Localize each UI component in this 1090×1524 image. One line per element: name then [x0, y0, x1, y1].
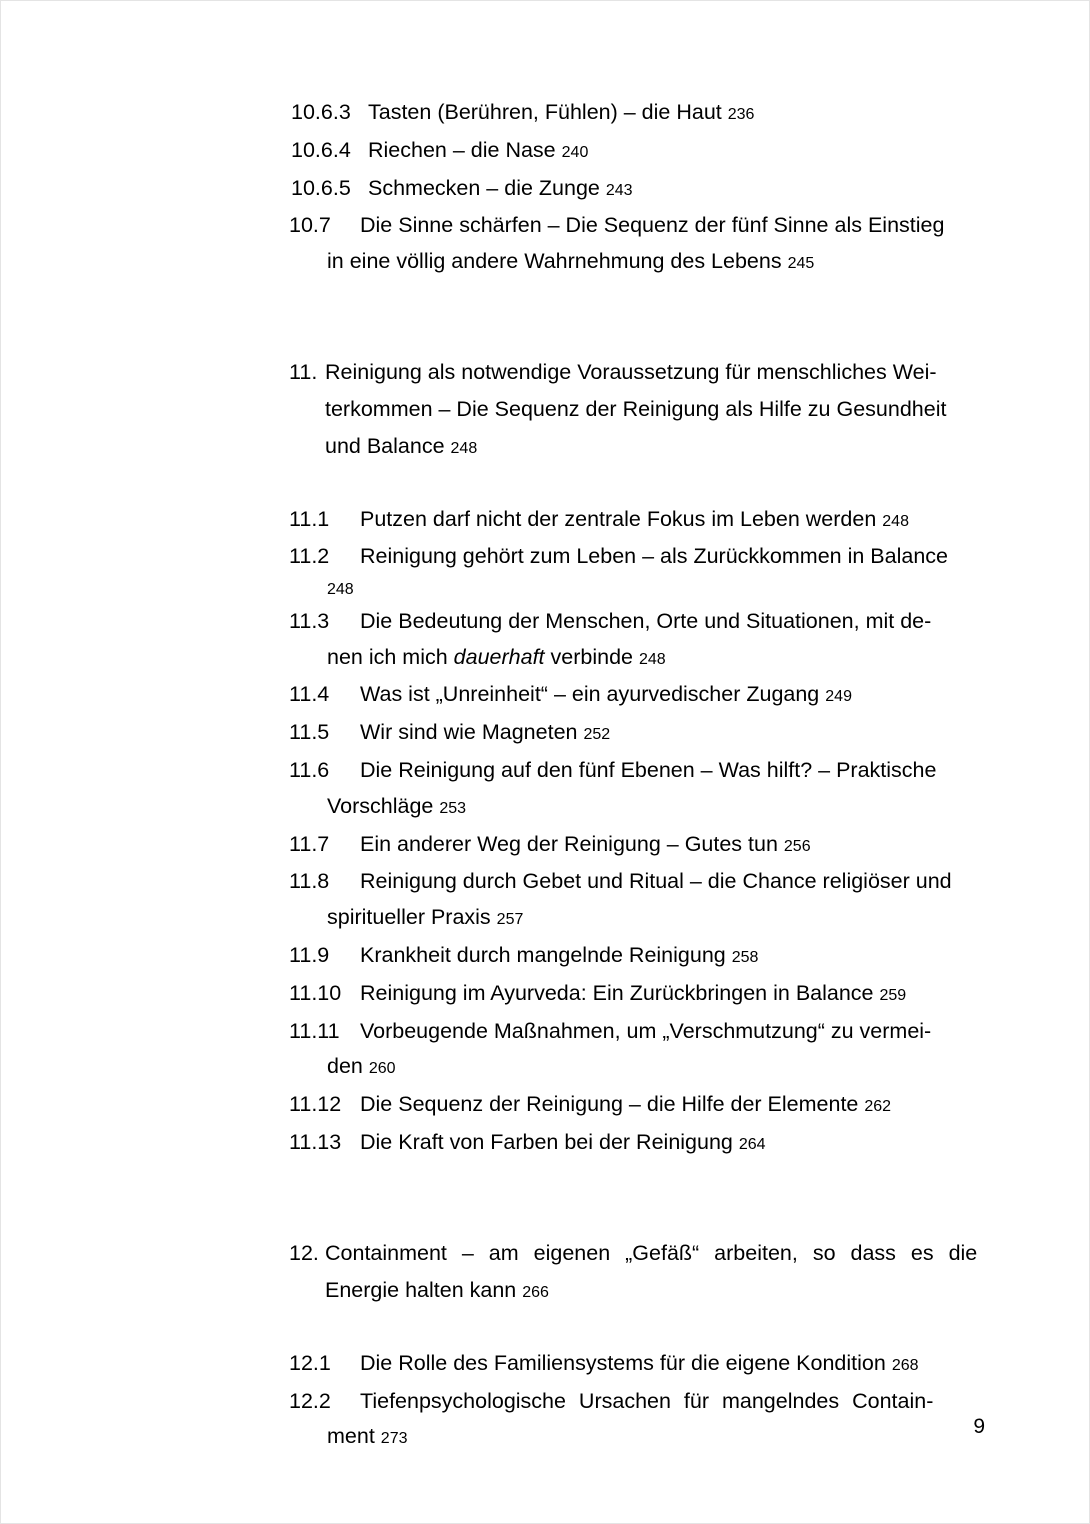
toc-entry-number: 11.11 [289, 1018, 340, 1043]
toc-entry-page: 268 [891, 1356, 919, 1374]
toc-entry-page: 259 [879, 986, 907, 1004]
toc-entry-12-1 [289, 1346, 984, 1384]
toc-entry-11-11 [289, 1014, 984, 1088]
toc-entry-number: 11.9 [289, 942, 330, 967]
toc-entry-title: Schmecken – die Zunge [368, 175, 600, 200]
toc-entry-11-12 [289, 1087, 984, 1125]
toc-entry-11-7 [289, 827, 984, 865]
toc-entry-12-2 [289, 1384, 984, 1458]
toc-entry-page: 256 [783, 837, 811, 855]
toc-entry-title-line1: Vorbeugende Maßnahmen, um „Verschmutzung“ zu vermei- [360, 1018, 932, 1043]
toc-entry-page: 260 [368, 1060, 396, 1078]
toc-entry-number: 11.13 [289, 1129, 342, 1154]
toc-entry-title: Die Kraft von Farben bei der Reinigung [360, 1129, 733, 1154]
toc-chapter-title-line2: terkommen – Die Sequenz der Reinigung als Hilfe zu Gesundheit [325, 396, 947, 421]
toc-entry-title: Die Sequenz der Reinigung – die Hilfe der Elemente [360, 1092, 859, 1117]
toc-chapter-page: 266 [522, 1283, 549, 1301]
toc-entry-11-2 [289, 540, 984, 604]
toc-chapter-number: 11. [289, 359, 318, 384]
toc-entry-title-line2: in eine völlig andere Wahrnehmung des Lebens [327, 249, 782, 274]
toc-entry-10-7 [289, 208, 984, 282]
toc-entry-page: 248 [327, 580, 354, 598]
toc-entry-number: 10.6.5 [291, 175, 351, 200]
toc-entry-number: 11.12 [289, 1092, 342, 1117]
toc-entry-11-6 [289, 753, 984, 827]
toc-entry-number: 11.1 [289, 506, 330, 531]
toc-entry-number: 11.2 [289, 543, 330, 568]
toc-entry-10-6-3 [289, 95, 984, 133]
toc-chapter-title-line1: Reinigung als notwendige Voraussetzung für menschliches Wei- [325, 359, 937, 384]
toc-entry-page: 253 [439, 799, 467, 817]
toc-entry-title: Reinigung im Ayurveda: Ein Zurückbringen in Balance [360, 980, 874, 1005]
toc-entry-page: 257 [496, 911, 524, 929]
table-of-contents [289, 95, 984, 1457]
toc-entry-title: Ein anderer Weg der Reinigung – Gutes tun [360, 831, 778, 856]
toc-entry-11-10 [289, 976, 984, 1014]
toc-entry-title: Reinigung gehört zum Leben – als Zurückkommen in Balance [360, 543, 948, 568]
toc-chapter-title-line2: Energie halten kann [325, 1277, 517, 1302]
toc-chapter-11 [289, 354, 984, 467]
page-number: 9 [973, 1415, 985, 1438]
toc-entry-10-6-5 [289, 171, 984, 209]
toc-entry-title-line1: Die Reinigung auf den fünf Ebenen – Was hilft? – Praktische [360, 757, 937, 782]
toc-entry-title-line1: Die Bedeutung der Menschen, Orte und Situationen, mit de- [360, 608, 932, 633]
toc-entry-title-line2: spiritueller Praxis [327, 905, 491, 930]
toc-entry-number: 11.5 [289, 720, 330, 745]
toc-entry-title-line2: den [327, 1054, 363, 1079]
toc-entry-page: 252 [583, 726, 611, 744]
toc-entry-number: 11.6 [289, 757, 330, 782]
toc-entry-title: Riechen – die Nase [368, 137, 556, 162]
toc-chapter-page: 248 [450, 439, 478, 457]
toc-entry-11-3 [289, 604, 984, 678]
toc-entry-title-line1: Tiefenpsychologische Ursachen für mangelndes Contain- [360, 1388, 934, 1413]
toc-entry-title-line2-post: verbinde [544, 644, 633, 669]
toc-entry-number: 11.4 [289, 682, 330, 707]
toc-entry-title: Was ist „Unreinheit“ – ein ayurvedischer Zugang [360, 682, 820, 707]
toc-entry-title-line2: Vorschläge [327, 793, 434, 818]
toc-entry-number: 11.8 [289, 869, 330, 894]
toc-entry-title: Die Rolle des Familiensystems für die eigene Kondition [360, 1350, 886, 1375]
toc-entry-11-5 [289, 715, 984, 753]
toc-chapter-number: 12. [289, 1240, 319, 1265]
toc-entry-number: 12.2 [289, 1388, 331, 1413]
toc-entry-page: 273 [380, 1430, 408, 1448]
toc-entry-number: 11.10 [289, 980, 342, 1005]
toc-entry-page: 236 [727, 106, 755, 123]
toc-entry-11-13 [289, 1125, 984, 1163]
toc-entry-page: 262 [864, 1098, 892, 1116]
toc-entry-title: Wir sind wie Magneten [360, 720, 578, 745]
toc-entry-number: 11.3 [289, 608, 330, 633]
toc-entry-number: 10.6.4 [291, 137, 351, 162]
toc-entry-11-8 [289, 864, 984, 938]
toc-entry-title-line1: Reinigung durch Gebet und Ritual – die Chance religiöser und [360, 869, 952, 894]
toc-entry-title-line2-pre: nen ich mich [327, 644, 454, 669]
toc-entry-page: 240 [561, 143, 589, 161]
toc-entry-number: 10.7 [289, 213, 331, 238]
toc-entry-page: 258 [731, 948, 759, 966]
toc-entry-number: 10.6.3 [291, 100, 351, 124]
toc-entry-page: 249 [825, 688, 852, 706]
toc-entry-number: 11.7 [289, 831, 330, 856]
toc-entry-title-line2: ment [327, 1424, 375, 1449]
toc-chapter-12 [289, 1235, 984, 1311]
toc-chapter-title-line3: und Balance [325, 433, 445, 458]
toc-entry-title: Tasten (Berühren, Fühlen) – die Haut [368, 100, 722, 124]
toc-entry-title: Putzen darf nicht der zentrale Fokus im Leben werden [360, 506, 877, 531]
toc-entry-11-4 [289, 677, 984, 715]
toc-entry-title: Krankheit durch mangelnde Reinigung [360, 942, 726, 967]
toc-entry-page: 245 [787, 255, 815, 273]
toc-entry-title-emphasis: dauerhaft [453, 644, 545, 669]
toc-entry-10-6-4 [289, 133, 984, 171]
toc-entry-title-line1: Die Sinne schärfen – Die Sequenz der fünf Sinne als Einstieg [360, 213, 945, 238]
toc-entry-page: 264 [738, 1135, 766, 1153]
toc-entry-page: 243 [605, 181, 633, 199]
toc-chapter-title-line1: Containment – am eigenen „Gefäß“ arbeiten, so dass es die [325, 1240, 978, 1265]
toc-entry-11-9 [289, 938, 984, 976]
toc-entry-number: 12.1 [289, 1350, 331, 1375]
toc-entry-page: 248 [882, 512, 909, 530]
toc-entry-11-1 [289, 502, 984, 540]
toc-entry-page: 248 [638, 650, 666, 668]
